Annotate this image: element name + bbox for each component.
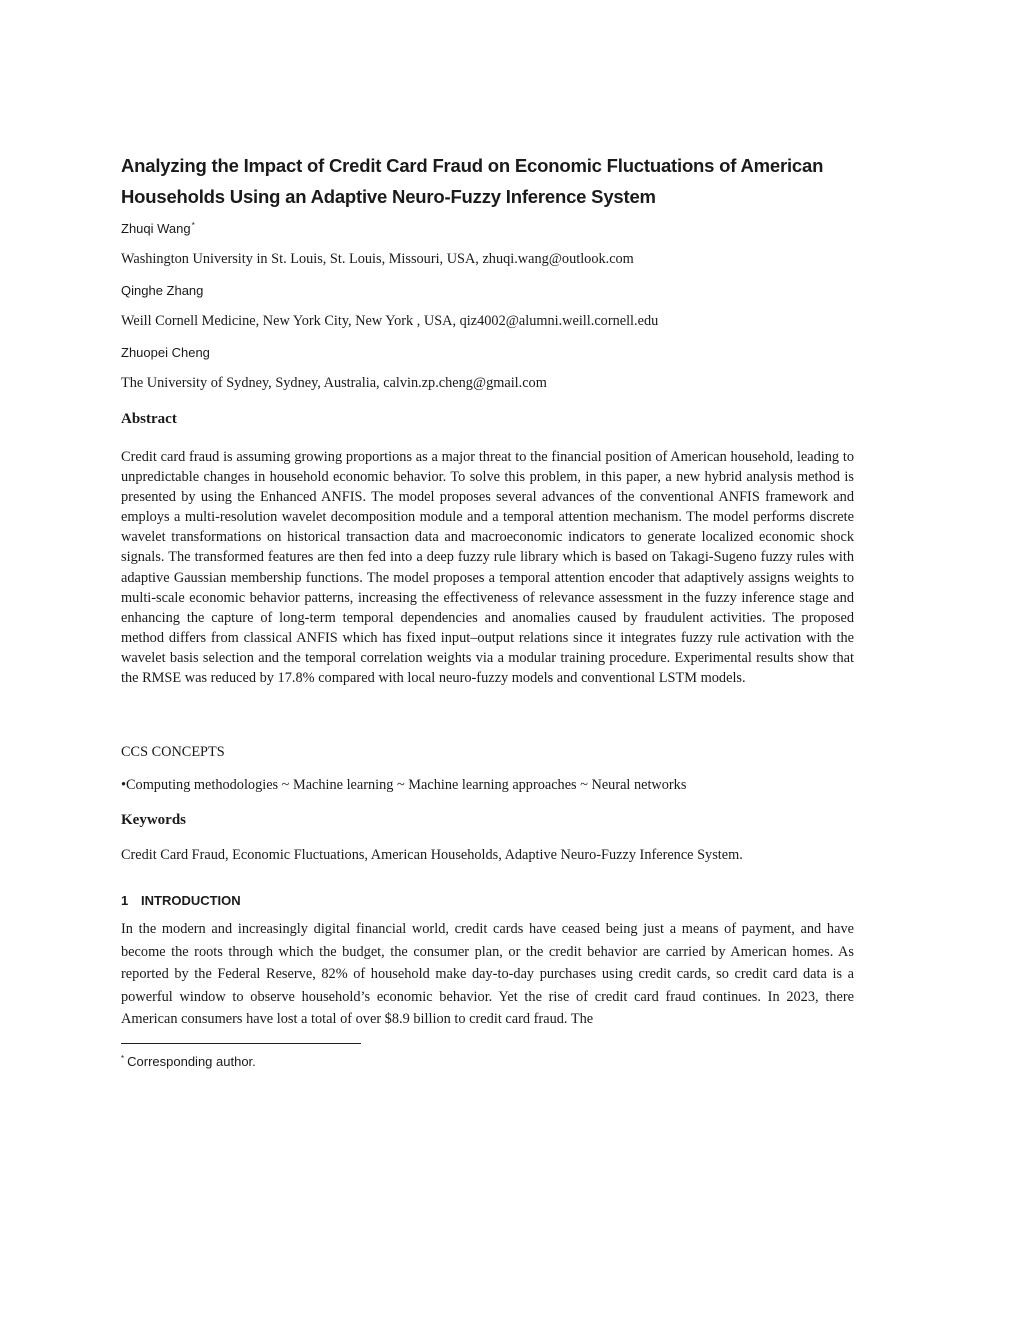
author-3-affiliation: The University of Sydney, Sydney, Australia, calvin.zp.cheng@gmail.com (121, 375, 547, 391)
footnote-mark: * (121, 1054, 125, 1063)
author-1-name: Zhuqi Wang* (121, 221, 195, 236)
introduction-heading: 1 INTRODUCTION (121, 893, 241, 908)
introduction-body: In the modern and increasingly digital financial world, credit cards have ceased being just a means of payment, and have become the roots through which the budget, the consumer plan, or the credit behavior are carried by American homes. As reported by the Federal Reserve, 82% of household make day-to-day purchases using credit cards, so credit card data is a powerful window to observe household’s economic behavior. Yet the rise of credit card fraud continues. In 2023, there American consumers have lost a total of over $8.9 billion to credit card fraud. The (121, 921, 854, 1028)
title-line-2: Households Using an Adaptive Neuro-Fuzzy Inference System (121, 186, 656, 207)
author-3-name: Zhuopei Cheng (121, 345, 210, 360)
footnote-text: Corresponding author. (127, 1054, 256, 1069)
abstract-heading: Abstract (121, 411, 177, 427)
ccs-concepts: •Computing methodologies ~ Machine learning ~ Machine learning approaches ~ Neural networks (121, 777, 687, 793)
corresponding-mark: * (191, 221, 195, 230)
footnote (121, 1054, 256, 1069)
author-2-name: Qinghe Zhang (121, 283, 204, 298)
footnote-divider (121, 1043, 361, 1044)
author-1-affiliation: Washington University in St. Louis, St. Louis, Missouri, USA, zhuqi.wang@outlook.com (121, 251, 634, 267)
keywords-list: Credit Card Fraud, Economic Fluctuations, American Households, Adaptive Neuro-Fuzzy Inference System. (121, 847, 743, 863)
keywords-heading: Keywords (121, 812, 186, 828)
section-number: 1 (121, 893, 129, 908)
author-2-affiliation: Weill Cornell Medicine, New York City, New York , USA, qiz4002@alumni.weill.cornell.edu (121, 313, 659, 329)
ccs-heading: CCS CONCEPTS (121, 744, 225, 760)
paper-page (121, 150, 854, 1028)
paper-title (121, 150, 854, 212)
abstract-body: Credit card fraud is assuming growing proportions as a major threat to the financial position of American household, leading to unpredictable changes in household economic behavior. To solve this problem, in this paper, a new hybrid analysis method is presented by using the Enhanced ANFIS. The model proposes several advances of the conventional ANFIS framework and employs a multi-resolution wavelet decomposition module and a temporal attention mechanism. The model performs discrete wavelet transformations on historical transaction data and macroeconomic indicators to generate localized economic shock signals. The transformed features are then fed into a deep fuzzy rule library which is based on Takagi-Sugeno fuzzy rules with adaptive Gaussian membership functions. The model proposes a temporal attention encoder that adaptively assigns weights to multi-scale economic behavior patterns, increasing the effectiveness of relevance assessment in the fuzzy inference stage and enhancing the capture of long-term temporal dependencies and anomalies caused by fraudulent activities. The proposed method differs from classical ANFIS which has fixed input–output relations since it integrates fuzzy rule activation with the wavelet basis selection and the temporal correlation weights via a modular training procedure. Experimental results show that the RMSE was reduced by 17.8% compared with local neuro-fuzzy models and conventional LSTM models. (121, 449, 854, 687)
title-line-1: Analyzing the Impact of Credit Card Fraud on Economic Fluctuations of American (121, 155, 824, 176)
